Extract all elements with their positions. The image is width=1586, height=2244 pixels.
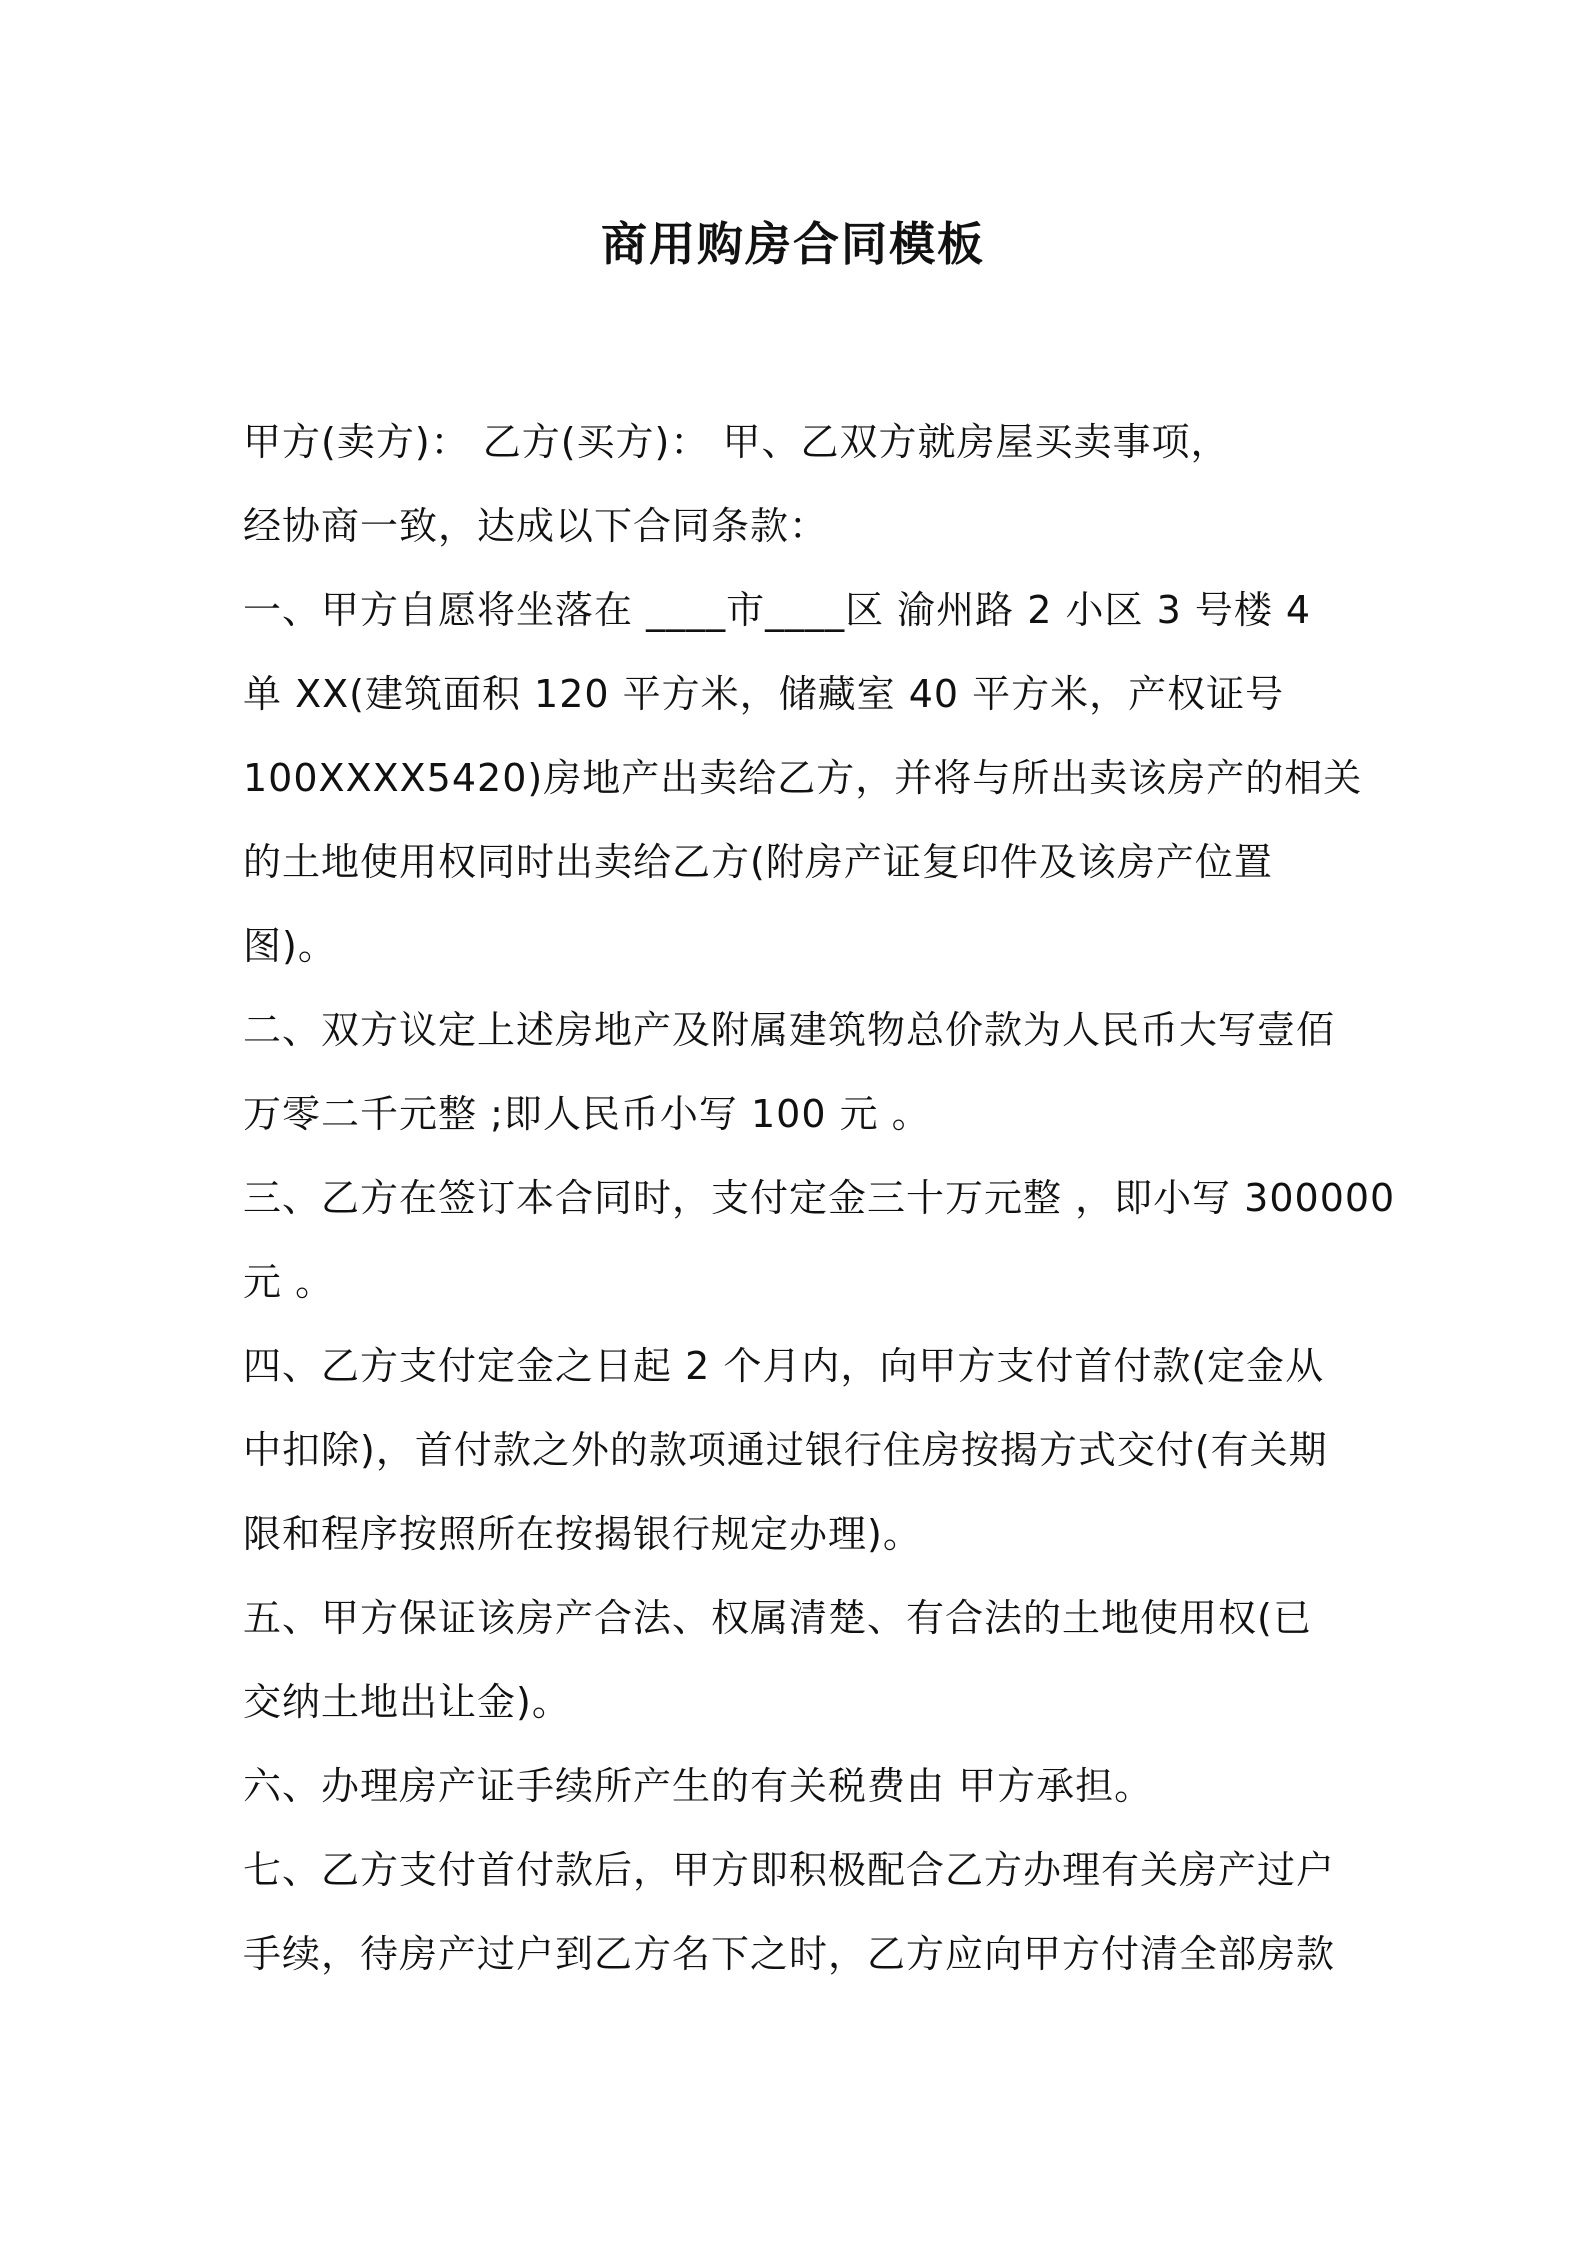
text-line-clause-3-start: 三、乙方在签订本合同时，支付定金三十万元整 ，即小写 300000 bbox=[243, 1176, 1396, 1220]
text-line-party-header: 甲方(卖方)： 乙方(买方)： 甲、乙双方就房屋买卖事项， bbox=[243, 420, 1230, 464]
text-line-clause-7-continuation: 手续，待房产过户到乙方名下之时，乙方应向甲方付清全部房款 bbox=[243, 1932, 1336, 1976]
text-line-clause-1-end: 图)。 bbox=[243, 924, 337, 968]
text-line-clause-1-land: 的土地使用权同时出卖给乙方(附房产证复印件及该房产位置 bbox=[243, 840, 1273, 884]
text-line-clause-3-end: 元 。 bbox=[243, 1260, 335, 1304]
text-line-clause-4-end: 限和程序按照所在按揭银行规定办理)。 bbox=[243, 1512, 922, 1556]
text-line-clause-1-property: 100XXXX5420)房地产出卖给乙方，并将与所出卖该房产的相关 bbox=[243, 756, 1363, 800]
text-line-clause-4-start: 四、乙方支付定金之日起 2 个月内，向甲方支付首付款(定金从 bbox=[243, 1344, 1325, 1388]
text-line-clause-5-start: 五、甲方保证该房产合法、权属清楚、有合法的土地使用权(已 bbox=[243, 1596, 1312, 1640]
document-body bbox=[243, 400, 1396, 1996]
text-line-clause-5-end: 交纳土地出让金)。 bbox=[243, 1680, 571, 1724]
text-line-clause-4-middle: 中扣除)，首付款之外的款项通过银行住房按揭方式交付(有关期 bbox=[243, 1428, 1328, 1472]
text-line-clause-7-start: 七、乙方支付首付款后，甲方即积极配合乙方办理有关房产过户 bbox=[243, 1848, 1336, 1892]
text-line-clause-1-start: 一、甲方自愿将坐落在 ____市____区 渝州路 2 小区 3 号楼 4 bbox=[243, 588, 1312, 632]
document-title: 商用购房合同模板 bbox=[601, 217, 985, 271]
text-line-clause-6: 六、办理房产证手续所产生的有关税费由 甲方承担。 bbox=[243, 1764, 1154, 1808]
text-line-clause-1-area: 单 XX(建筑面积 120 平方米，储藏室 40 平方米，产权证号 bbox=[243, 672, 1285, 716]
text-line-clause-2-end: 万零二千元整 ;即人民币小写 100 元 。 bbox=[243, 1092, 931, 1136]
text-line-intro-continuation: 经协商一致，达成以下合同条款： bbox=[243, 504, 829, 548]
text-line-clause-2-start: 二、双方议定上述房地产及附属建筑物总价款为人民币大写壹佰 bbox=[243, 1008, 1336, 1052]
